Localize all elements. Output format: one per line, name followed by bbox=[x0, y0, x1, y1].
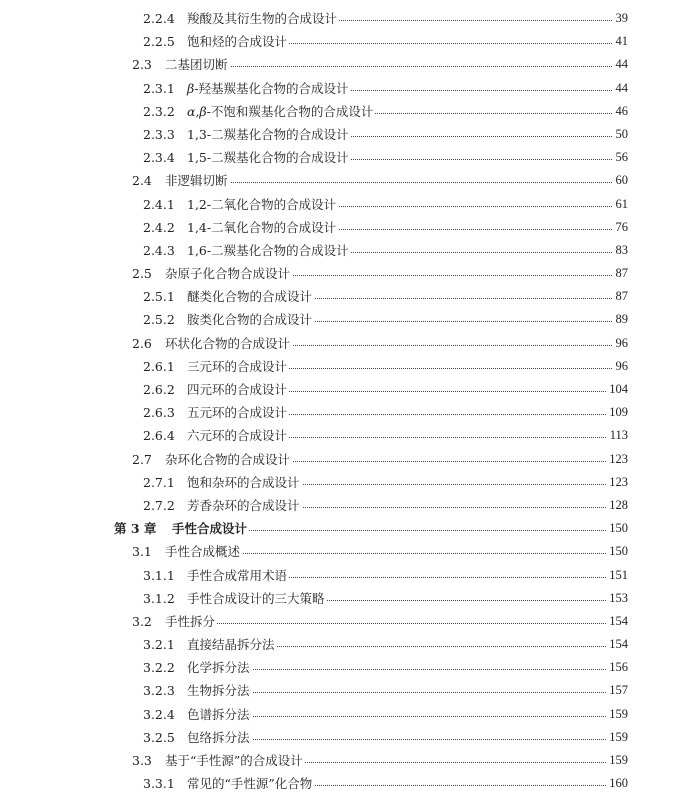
toc-entry[interactable] bbox=[0, 308, 700, 331]
page-number: 109 bbox=[606, 401, 628, 424]
leader-dots bbox=[187, 703, 628, 726]
section-title: 色谱拆分法 bbox=[187, 703, 252, 726]
page-number: 128 bbox=[606, 494, 628, 517]
chapter-number: 第 3 章 bbox=[114, 521, 157, 537]
leader-dots bbox=[165, 53, 628, 76]
section-title: 胺类化合物的合成设计 bbox=[187, 308, 314, 331]
section-number: 3.3.1 bbox=[143, 776, 175, 792]
section-title: 羧酸及其衍生物的合成设计 bbox=[187, 7, 339, 30]
section-number: 2.7.2 bbox=[143, 497, 175, 513]
leader-dots bbox=[165, 169, 628, 192]
section-title: 芳香杂环的合成设计 bbox=[187, 494, 302, 517]
toc-entry[interactable] bbox=[0, 448, 700, 471]
toc-entry[interactable] bbox=[0, 216, 700, 239]
page-number: 44 bbox=[613, 77, 629, 100]
section-number: 2.6 bbox=[132, 335, 152, 351]
greek-prefix: α,β bbox=[187, 103, 207, 119]
toc-entry[interactable] bbox=[0, 494, 700, 517]
section-number: 3.2.5 bbox=[143, 729, 175, 745]
section-number: 2.3.4 bbox=[143, 150, 175, 166]
leader-dots bbox=[187, 656, 628, 679]
section-number: 2.3.1 bbox=[143, 80, 175, 96]
toc-entry[interactable] bbox=[0, 53, 700, 76]
page-number: 159 bbox=[606, 726, 628, 749]
section-number: 2.4.1 bbox=[143, 196, 175, 212]
page-number: 123 bbox=[606, 448, 628, 471]
toc-entry[interactable] bbox=[0, 332, 700, 355]
section-number: 3.3 bbox=[132, 753, 152, 768]
section-number: 2.2.5 bbox=[143, 34, 175, 50]
section-number: 2.2.4 bbox=[143, 11, 175, 26]
page-number: 50 bbox=[613, 123, 629, 146]
toc-entry[interactable] bbox=[0, 285, 700, 308]
page-number: 151 bbox=[606, 564, 628, 587]
section-title: 直接结晶拆分法 bbox=[187, 633, 277, 656]
page-number: 60 bbox=[613, 169, 629, 192]
section-title: 手性合成设计的三大策略 bbox=[187, 587, 327, 610]
page-number: 113 bbox=[607, 424, 628, 447]
section-number: 2.4.2 bbox=[143, 219, 175, 235]
section-title: 手性合成概述 bbox=[165, 540, 242, 563]
section-title: 五元环的合成设计 bbox=[187, 401, 289, 424]
section-number: 3.2.4 bbox=[143, 706, 175, 722]
section-title: 常见的“手性源”化合物 bbox=[187, 772, 314, 795]
toc-entry[interactable] bbox=[0, 193, 700, 216]
page-number: 160 bbox=[606, 772, 628, 795]
section-title: 六元环的合成设计 bbox=[187, 424, 289, 447]
toc-entry[interactable] bbox=[0, 401, 700, 424]
section-number: 2.3 bbox=[132, 57, 152, 73]
section-number: 3.2.1 bbox=[143, 637, 175, 653]
section-number: 2.5.1 bbox=[143, 289, 175, 305]
toc-entry[interactable] bbox=[0, 633, 700, 656]
section-title: 饱和烃的合成设计 bbox=[187, 30, 289, 53]
toc-entry[interactable] bbox=[0, 471, 700, 494]
page-number: 150 bbox=[606, 540, 628, 563]
toc-entry[interactable] bbox=[0, 100, 700, 123]
chapter-title: 手性合成设计 bbox=[172, 517, 249, 540]
section-number: 3.2.3 bbox=[143, 683, 175, 699]
section-title: 非逻辑切断 bbox=[165, 169, 230, 192]
toc-entry[interactable] bbox=[0, 146, 700, 169]
page-number: 96 bbox=[613, 355, 629, 378]
toc-entry[interactable] bbox=[0, 703, 700, 726]
toc-chapter-entry[interactable] bbox=[0, 517, 700, 540]
page-number: 150 bbox=[606, 517, 628, 540]
leader-dots bbox=[187, 726, 628, 749]
section-title: 生物拆分法 bbox=[187, 679, 252, 702]
section-title: 杂原子化合物合成设计 bbox=[165, 262, 292, 285]
toc-entry[interactable] bbox=[0, 355, 700, 378]
toc-entry[interactable] bbox=[0, 540, 700, 563]
section-title: 包络拆分法 bbox=[187, 726, 252, 749]
section-title: 1,4-二氧化合物的合成设计 bbox=[187, 216, 338, 239]
section-title: 1,6-二羰基化合物的合成设计 bbox=[187, 239, 351, 262]
toc-entry[interactable] bbox=[0, 587, 700, 610]
section-title: 1,5-二羰基化合物的合成设计 bbox=[187, 146, 351, 169]
toc-entry[interactable] bbox=[0, 7, 700, 30]
section-title: 1,2-二氧化合物的合成设计 bbox=[187, 193, 338, 216]
toc-entry[interactable] bbox=[0, 610, 700, 633]
toc-entry[interactable] bbox=[0, 123, 700, 146]
leader-dots bbox=[187, 679, 628, 702]
page-number: 87 bbox=[613, 285, 629, 308]
toc-entry[interactable] bbox=[0, 772, 700, 795]
page-number: 154 bbox=[606, 610, 628, 633]
section-title: 环状化合物的合成设计 bbox=[165, 332, 292, 355]
section-number: 2.4.3 bbox=[143, 242, 175, 258]
section-number: 2.7.1 bbox=[143, 474, 175, 490]
toc-entry[interactable] bbox=[0, 656, 700, 679]
section-title: 手性拆分 bbox=[165, 610, 217, 633]
section-title: 1,3-二羰基化合物的合成设计 bbox=[187, 123, 351, 146]
section-number: 2.4 bbox=[132, 173, 152, 189]
toc-entry[interactable] bbox=[0, 564, 700, 587]
section-number: 3.1.1 bbox=[143, 567, 175, 583]
section-title-text: -羟基羰基化合物的合成设计 bbox=[194, 80, 349, 96]
page-number: 44 bbox=[613, 53, 629, 76]
section-title: 二基团切断 bbox=[165, 53, 230, 76]
page-number: 83 bbox=[613, 239, 629, 262]
section-number: 2.3.3 bbox=[143, 126, 175, 142]
page-number: 104 bbox=[606, 378, 628, 401]
section-number: 3.1 bbox=[132, 544, 152, 560]
leader-dots bbox=[165, 610, 628, 633]
section-title: 手性合成常用术语 bbox=[187, 564, 289, 587]
section-title: 基于“手性源”的合成设计 bbox=[165, 749, 305, 772]
section-title: 四元环的合成设计 bbox=[187, 378, 289, 401]
section-title: 三元环的合成设计 bbox=[187, 355, 289, 378]
toc-entry[interactable] bbox=[0, 262, 700, 285]
toc-entry[interactable] bbox=[0, 749, 700, 772]
section-title-text: -不饱和羰基化合物的合成设计 bbox=[206, 103, 374, 119]
section-title: 饱和杂环的合成设计 bbox=[187, 471, 302, 494]
page-number: 89 bbox=[613, 308, 629, 331]
section-number: 2.5 bbox=[132, 266, 152, 282]
section-number: 2.6.2 bbox=[143, 382, 175, 397]
page-number: 61 bbox=[613, 193, 629, 216]
page-number: 154 bbox=[606, 633, 628, 656]
toc-entry[interactable] bbox=[0, 169, 700, 192]
section-number: 2.3.2 bbox=[143, 103, 175, 119]
toc-entry[interactable] bbox=[0, 726, 700, 749]
page-number: 159 bbox=[606, 749, 628, 772]
toc-entry[interactable] bbox=[0, 424, 700, 447]
section-title bbox=[187, 77, 350, 100]
toc-entry[interactable] bbox=[0, 77, 700, 100]
page-number: 39 bbox=[613, 7, 629, 30]
section-title: 杂环化合物的合成设计 bbox=[165, 448, 292, 471]
page-number: 56 bbox=[613, 146, 629, 169]
section-title: 醚类化合物的合成设计 bbox=[187, 285, 314, 308]
toc-entry[interactable] bbox=[0, 378, 700, 401]
section-number: 2.7 bbox=[132, 451, 152, 467]
page-number: 159 bbox=[606, 703, 628, 726]
section-number: 3.2.2 bbox=[143, 660, 175, 676]
page-number: 41 bbox=[613, 30, 629, 53]
toc-entry[interactable] bbox=[0, 239, 700, 262]
greek-prefix: β bbox=[187, 80, 195, 96]
toc-entry[interactable] bbox=[0, 679, 700, 702]
section-number: 3.2 bbox=[132, 613, 152, 629]
page-number: 157 bbox=[606, 679, 628, 702]
section-number: 2.6.4 bbox=[143, 428, 175, 444]
section-number: 2.6.1 bbox=[143, 358, 175, 374]
section-number: 3.1.2 bbox=[143, 590, 175, 606]
page-number: 46 bbox=[613, 100, 629, 123]
section-number: 2.5.2 bbox=[143, 312, 175, 328]
page-number: 123 bbox=[606, 471, 628, 494]
section-title: 化学拆分法 bbox=[187, 656, 252, 679]
section-title bbox=[187, 100, 375, 123]
page-number: 76 bbox=[613, 216, 629, 239]
section-number: 2.6.3 bbox=[143, 405, 175, 421]
page-number: 96 bbox=[613, 332, 629, 355]
page-number: 153 bbox=[606, 587, 628, 610]
toc-entry[interactable] bbox=[0, 30, 700, 53]
page-number: 87 bbox=[613, 262, 629, 285]
page-number: 156 bbox=[606, 656, 628, 679]
table-of-contents bbox=[0, 7, 700, 795]
